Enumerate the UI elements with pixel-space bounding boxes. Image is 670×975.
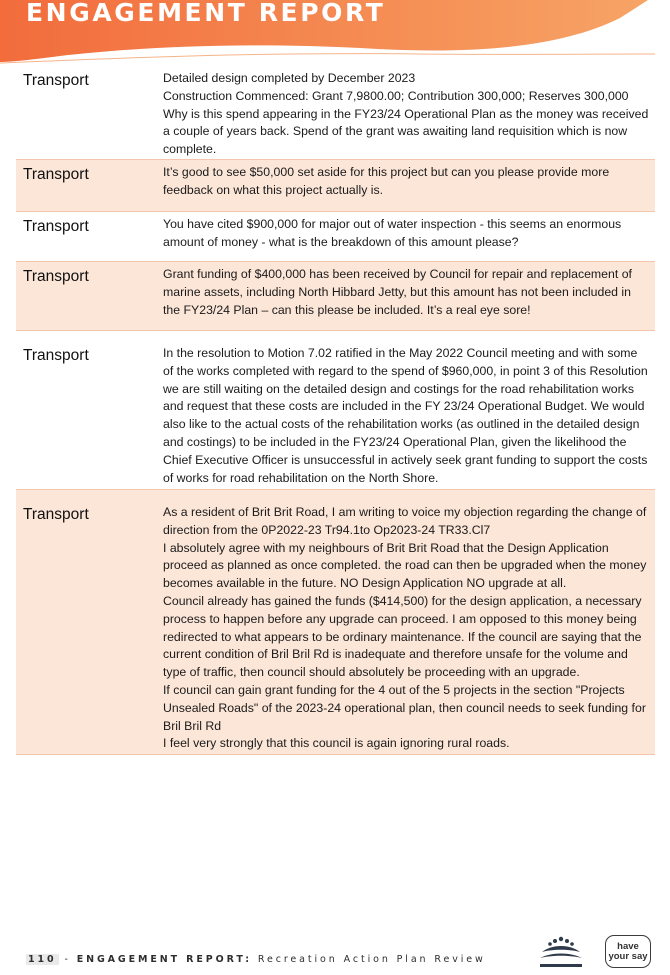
row-category: Transport xyxy=(23,72,89,89)
table-row xyxy=(16,160,655,212)
row-category: Transport xyxy=(23,268,89,285)
footer-subtitle: Recreation Action Plan Review xyxy=(251,954,486,965)
footer-separator: - xyxy=(58,954,77,965)
row-comment: Grant funding of $400,000 has been received by Council for repair and replacement of marine assets, including North Hibbard Jetty, but this amount has not been included in the FY23/24 Plan – can this please be included. It’s a real eye sore! xyxy=(163,267,632,317)
footer-report-label: ENGAGEMENT REPORT: xyxy=(76,954,252,965)
row-category: Transport xyxy=(23,347,89,364)
row-comment: In the resolution to Motion 7.02 ratified in the May 2022 Council meeting and with some of the works completed with regard to the spend of $960,000, in point 3 of this Resolution we are still waiting on the detailed design and costings for the road rehabilitation works and request that these costs are included in the FY 23/24 Operational Budget. We would also like to the actual costs of the rehabilitation works (as outlined in the detailed design and costings) to be included in the FY23/24 Operational Plan, given the likelihood the Chief Executive Officer is unsuccessful in actively seek grant funding to support the costs of works for road rehabilitation on the North Shore. xyxy=(163,346,648,485)
row-category: Transport xyxy=(23,218,89,235)
row-comment: You have cited $900,000 for major out of water inspection - this seems an enormous amount of money - what is the breakdown of this amount please? xyxy=(163,217,622,249)
row-category: Transport xyxy=(23,506,89,523)
table-row xyxy=(16,212,655,262)
header-banner xyxy=(0,0,670,64)
page-footer xyxy=(26,954,486,965)
page-number: 110 xyxy=(28,954,57,965)
table-row xyxy=(16,331,655,490)
have-your-say-logo: have your say xyxy=(605,935,651,968)
row-category: Transport xyxy=(23,166,89,183)
table-row xyxy=(16,490,655,755)
row-comment: Detailed design completed by December 2023 Construction Commenced: Grant 7,9800.00; Contribution 300,000; Reserves 300,000 Why is this spend appearing in the FY23/24 Operational Plan as the money was received a couple of years back. Spend of the grant was awaiting land requisition which is now complete. xyxy=(163,71,649,157)
row-comment: As a resident of Brit Brit Road, I am writing to voice my objection regarding the change of direction from the 0P2022-23 Tr94.1to Op2023-24 TR33.Cl7 I absolutely agree with my neighbours of Brit Brit Road that the Design Application proceed as planned as once completed. the road can then be upgraded when the money becomes available in the future. NO Design Application NO upgrade at all. Council already has gained the funds ($414,500) for the design application, a necessary process to happen before any upgrade can proceed. I am opposed to this money being redirected to what appears to be ordinary maintenance. If the council are saying that the current condition of Bril Bril Rd is inadequate and therefore unsafe for the volume and type of traffic, then council should absolutely be proceeding with an upgrade. If council can gain grant funding for the 4 out of the 5 projects in the section "Projects Unsealed Roads" of the 2023-24 operational plan, then council needs to seek funding for Bril Bril Rd I feel very strongly that this council is again ignoring rural roads. xyxy=(163,505,647,751)
table-row xyxy=(16,66,655,160)
page-title: ENGAGEMENT REPORT xyxy=(26,0,386,27)
comments-table xyxy=(16,66,655,755)
table-row xyxy=(16,262,655,331)
council-logo-icon xyxy=(536,934,586,970)
row-comment: It’s good to see $50,000 set aside for this project but can you please provide more feedback on what this project actually is. xyxy=(163,165,610,197)
